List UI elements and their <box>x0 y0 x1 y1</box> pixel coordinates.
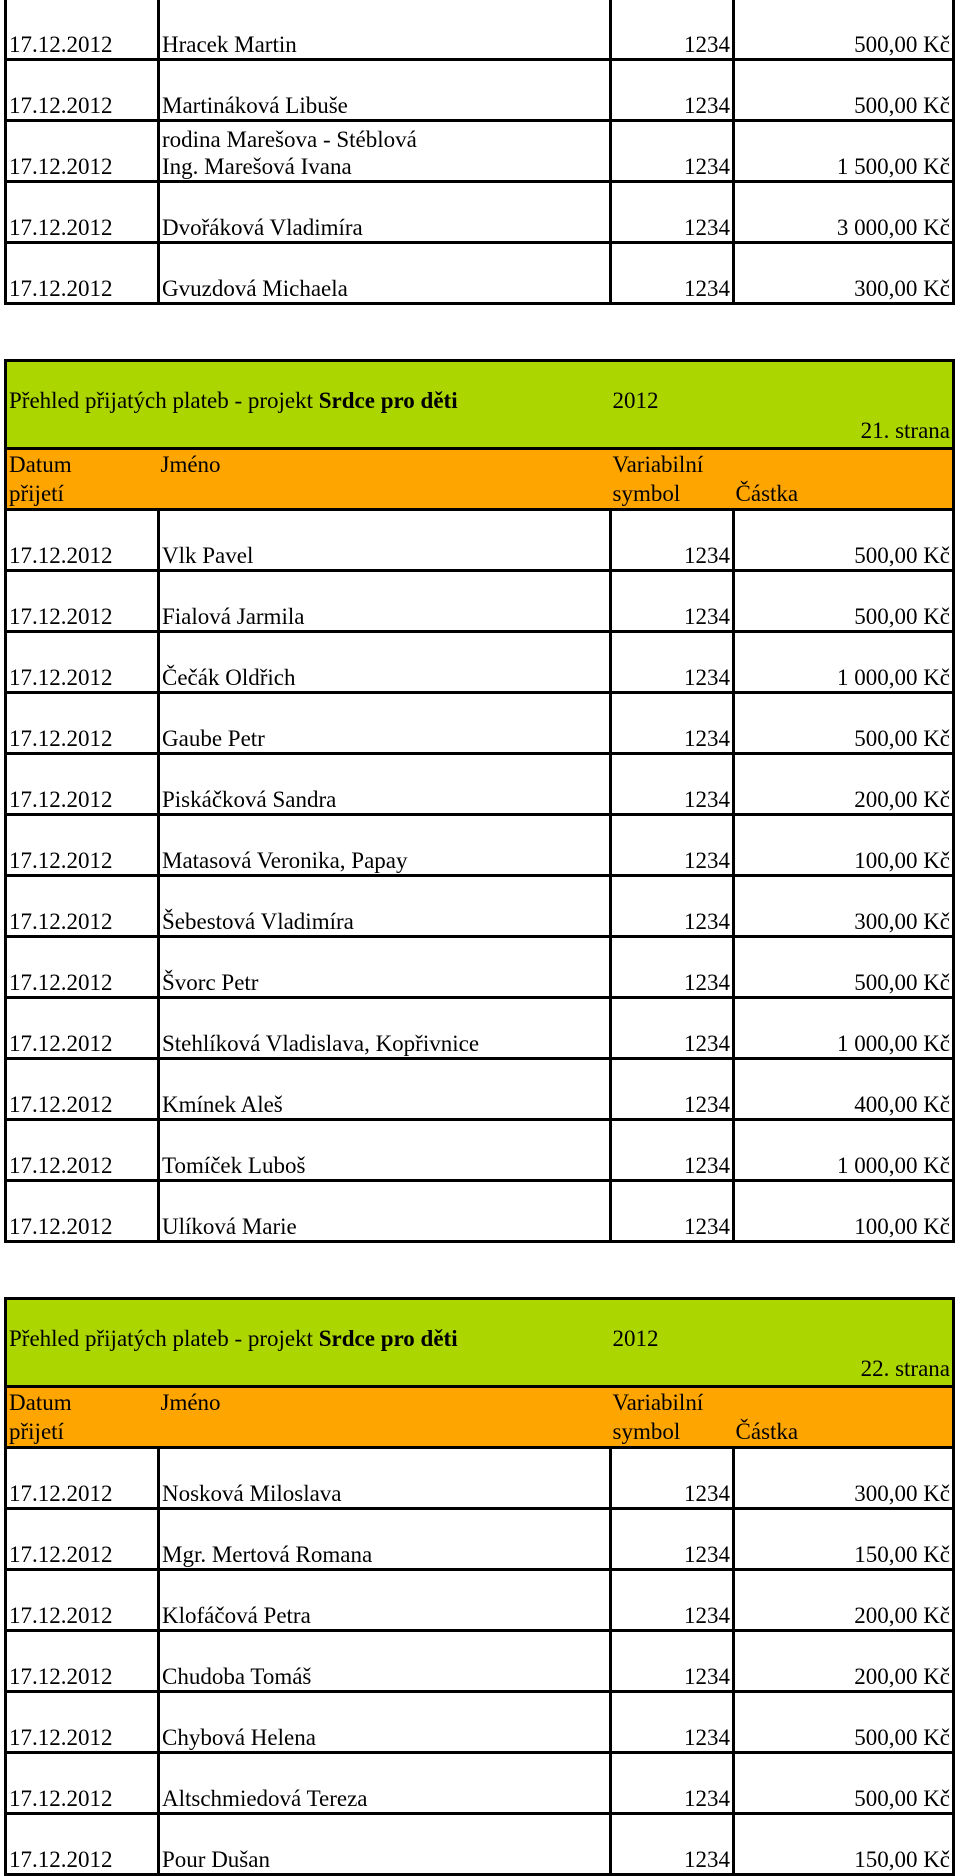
date-cell[interactable]: 17.12.2012 <box>6 1181 159 1242</box>
variable-symbol-cell[interactable]: 1234 <box>611 121 734 182</box>
amount-cell[interactable]: 1 000,00 Kč <box>734 1120 954 1181</box>
variable-symbol-cell[interactable]: 1234 <box>611 937 734 998</box>
header-row <box>6 1387 954 1448</box>
date-cell[interactable]: 17.12.2012 <box>6 510 159 571</box>
amount-cell[interactable]: 500,00 Kč <box>734 510 954 571</box>
amount-cell[interactable]: 1 000,00 Kč <box>734 632 954 693</box>
header-name[interactable] <box>159 449 611 510</box>
section-year[interactable] <box>611 361 734 449</box>
section-title[interactable] <box>6 361 611 449</box>
amount-cell[interactable]: 300,00 Kč <box>734 243 954 304</box>
date-cell[interactable]: 17.12.2012 <box>6 1631 159 1692</box>
name-cell[interactable]: Chudoba Tomáš <box>159 1631 611 1692</box>
name-cell[interactable]: Matasová Veronika, Papay <box>159 815 611 876</box>
header-row <box>6 449 954 510</box>
name-cell-line2: Ing. Marešová Ivana <box>162 154 352 179</box>
name-cell[interactable]: Tomíček Luboš <box>159 1120 611 1181</box>
table-row[interactable] <box>6 876 954 937</box>
page-number-cell[interactable] <box>734 1299 954 1387</box>
date-cell[interactable]: 17.12.2012 <box>6 937 159 998</box>
date-cell[interactable]: 17.12.2012 <box>6 1059 159 1120</box>
table-row[interactable] <box>6 1814 954 1875</box>
payments-section-21 <box>4 359 955 1243</box>
section-title-row <box>6 361 954 449</box>
amount-cell[interactable]: 500,00 Kč <box>734 571 954 632</box>
table-row[interactable] <box>6 1509 954 1570</box>
amount-cell[interactable]: 300,00 Kč <box>734 876 954 937</box>
date-cell[interactable]: 17.12.2012 <box>6 754 159 815</box>
table-row[interactable] <box>6 1692 954 1753</box>
date-cell[interactable]: 17.12.2012 <box>6 1753 159 1814</box>
amount-cell[interactable]: 400,00 Kč <box>734 1059 954 1120</box>
table-row[interactable] <box>6 182 954 243</box>
variable-symbol-cell[interactable]: 1234 <box>611 876 734 937</box>
name-cell[interactable]: Mgr. Mertová Romana <box>159 1509 611 1570</box>
date-cell[interactable]: 17.12.2012 <box>6 1692 159 1753</box>
name-cell[interactable]: Švorc Petr <box>159 937 611 998</box>
date-cell[interactable]: 17.12.2012 <box>6 0 159 60</box>
amount-cell[interactable]: 100,00 Kč <box>734 815 954 876</box>
amount-cell[interactable]: 300,00 Kč <box>734 1448 954 1509</box>
header-date-line2: přijetí <box>9 481 64 506</box>
table-row[interactable] <box>6 815 954 876</box>
name-cell[interactable]: Gaube Petr <box>159 693 611 754</box>
header-amount-label: Částka <box>735 1419 799 1444</box>
table-row[interactable] <box>6 632 954 693</box>
name-cell[interactable]: Piskáčková Sandra <box>159 754 611 815</box>
variable-symbol-cell[interactable]: 1234 <box>611 571 734 632</box>
page-number: 22. strana <box>860 1356 951 1381</box>
project-name: Srdce pro děti <box>318 388 458 413</box>
name-cell-line1: rodina Marešova - Stéblová <box>162 127 417 152</box>
name-cell[interactable]: Ulíková Marie <box>159 1181 611 1242</box>
variable-symbol-cell[interactable]: 1234 <box>611 754 734 815</box>
header-variable-symbol[interactable] <box>611 449 734 510</box>
header-date-line1: Datum <box>9 452 72 477</box>
table-row[interactable] <box>6 1059 954 1120</box>
name-cell[interactable]: Nosková Miloslava <box>159 1448 611 1509</box>
amount-cell[interactable]: 200,00 Kč <box>734 1570 954 1631</box>
header-amount[interactable] <box>734 1387 954 1448</box>
variable-symbol-cell[interactable]: 1234 <box>611 1753 734 1814</box>
variable-symbol-cell[interactable]: 1234 <box>611 510 734 571</box>
section-year[interactable] <box>611 1299 734 1387</box>
name-cell[interactable]: Dvořáková Vladimíra <box>159 182 611 243</box>
name-cell[interactable]: Kmínek Aleš <box>159 1059 611 1120</box>
date-cell[interactable]: 17.12.2012 <box>6 1814 159 1875</box>
table-row[interactable] <box>6 121 954 182</box>
header-amount-label: Částka <box>735 481 799 506</box>
page-number-cell[interactable] <box>734 361 954 449</box>
amount-cell[interactable]: 1 000,00 Kč <box>734 998 954 1059</box>
date-cell[interactable]: 17.12.2012 <box>6 815 159 876</box>
name-cell[interactable]: Hracek Martin <box>159 0 611 60</box>
variable-symbol-cell[interactable]: 1234 <box>611 693 734 754</box>
name-cell[interactable]: Altschmiedová Tereza <box>159 1753 611 1814</box>
header-name[interactable] <box>159 1387 611 1448</box>
name-cell[interactable] <box>159 121 611 182</box>
name-cell[interactable]: Chybová Helena <box>159 1692 611 1753</box>
table-row[interactable] <box>6 510 954 571</box>
table-row[interactable] <box>6 998 954 1059</box>
amount-cell[interactable]: 200,00 Kč <box>734 754 954 815</box>
section-title-prefix: Přehled přijatých plateb - projekt <box>9 1326 319 1351</box>
amount-cell[interactable]: 100,00 Kč <box>734 1181 954 1242</box>
variable-symbol-cell[interactable]: 1234 <box>611 1631 734 1692</box>
header-date-line2: přijetí <box>9 1419 64 1444</box>
section-title-row <box>6 1299 954 1387</box>
table-row[interactable] <box>6 754 954 815</box>
table-row[interactable] <box>6 1181 954 1242</box>
name-cell[interactable]: Pour Dušan <box>159 1814 611 1875</box>
table-row[interactable] <box>6 1753 954 1814</box>
table-row[interactable] <box>6 243 954 304</box>
date-cell[interactable]: 17.12.2012 <box>6 693 159 754</box>
variable-symbol-cell[interactable]: 1234 <box>611 60 734 121</box>
name-cell[interactable]: Šebestová Vladimíra <box>159 876 611 937</box>
project-name: Srdce pro děti <box>318 1326 458 1351</box>
name-cell[interactable]: Klofáčová Petra <box>159 1570 611 1631</box>
variable-symbol-cell[interactable]: 1234 <box>611 1692 734 1753</box>
date-cell[interactable]: 17.12.2012 <box>6 1509 159 1570</box>
name-cell[interactable]: Stehlíková Vladislava, Kopřivnice <box>159 998 611 1059</box>
date-cell[interactable]: 17.12.2012 <box>6 121 159 182</box>
date-cell[interactable]: 17.12.2012 <box>6 182 159 243</box>
variable-symbol-cell[interactable]: 1234 <box>611 1448 734 1509</box>
name-cell[interactable]: Gvuzdová Michaela <box>159 243 611 304</box>
table-row[interactable] <box>6 1448 954 1509</box>
table-row[interactable] <box>6 60 954 121</box>
amount-cell[interactable]: 500,00 Kč <box>734 60 954 121</box>
date-cell[interactable]: 17.12.2012 <box>6 1120 159 1181</box>
date-cell[interactable]: 17.12.2012 <box>6 632 159 693</box>
table-row[interactable] <box>6 1120 954 1181</box>
table-row[interactable] <box>6 0 954 60</box>
amount-cell[interactable]: 1 500,00 Kč <box>734 121 954 182</box>
amount-cell[interactable]: 500,00 Kč <box>734 693 954 754</box>
table-row[interactable] <box>6 1631 954 1692</box>
header-date[interactable] <box>6 449 159 510</box>
table-row[interactable] <box>6 937 954 998</box>
name-cell[interactable]: Vlk Pavel <box>159 510 611 571</box>
header-date-line1: Datum <box>9 1390 72 1415</box>
date-cell[interactable]: 17.12.2012 <box>6 60 159 121</box>
variable-symbol-cell[interactable]: 1234 <box>611 1570 734 1631</box>
variable-symbol-cell[interactable]: 1234 <box>611 0 734 60</box>
amount-cell[interactable]: 150,00 Kč <box>734 1814 954 1875</box>
date-cell[interactable]: 17.12.2012 <box>6 243 159 304</box>
section-title-prefix: Přehled přijatých plateb - projekt <box>9 388 319 413</box>
variable-symbol-cell[interactable]: 1234 <box>611 1814 734 1875</box>
date-cell[interactable]: 17.12.2012 <box>6 876 159 937</box>
amount-cell[interactable]: 200,00 Kč <box>734 1631 954 1692</box>
section-gap <box>4 305 952 359</box>
variable-symbol-cell[interactable]: 1234 <box>611 998 734 1059</box>
section-gap <box>4 1243 952 1297</box>
amount-cell[interactable]: 3 000,00 Kč <box>734 182 954 243</box>
variable-symbol-cell[interactable]: 1234 <box>611 1509 734 1570</box>
variable-symbol-cell[interactable]: 1234 <box>611 1181 734 1242</box>
variable-symbol-cell[interactable]: 1234 <box>611 182 734 243</box>
table-row[interactable] <box>6 693 954 754</box>
header-name-label: Jméno <box>160 452 221 477</box>
header-amount[interactable] <box>734 449 954 510</box>
amount-cell[interactable]: 500,00 Kč <box>734 0 954 60</box>
table-row[interactable] <box>6 571 954 632</box>
amount-cell[interactable]: 500,00 Kč <box>734 1692 954 1753</box>
date-cell[interactable]: 17.12.2012 <box>6 1570 159 1631</box>
variable-symbol-cell[interactable]: 1234 <box>611 1120 734 1181</box>
amount-cell[interactable]: 150,00 Kč <box>734 1509 954 1570</box>
variable-symbol-cell[interactable]: 1234 <box>611 1059 734 1120</box>
amount-cell[interactable]: 500,00 Kč <box>734 1753 954 1814</box>
header-name-label: Jméno <box>160 1390 221 1415</box>
header-vs-line1: Variabilní <box>612 1390 704 1415</box>
table-row[interactable] <box>6 1570 954 1631</box>
variable-symbol-cell[interactable]: 1234 <box>611 632 734 693</box>
header-vs-line2: symbol <box>612 1419 681 1444</box>
variable-symbol-cell[interactable]: 1234 <box>611 243 734 304</box>
header-vs-line1: Variabilní <box>612 452 704 477</box>
section-year-text: 2012 <box>612 388 659 413</box>
name-cell[interactable]: Čečák Oldřich <box>159 632 611 693</box>
date-cell[interactable]: 17.12.2012 <box>6 1448 159 1509</box>
section-year-text: 2012 <box>612 1326 659 1351</box>
payments-table <box>4 0 955 305</box>
section-title[interactable] <box>6 1299 611 1387</box>
name-cell[interactable]: Martináková Libuše <box>159 60 611 121</box>
date-cell[interactable]: 17.12.2012 <box>6 998 159 1059</box>
variable-symbol-cell[interactable]: 1234 <box>611 815 734 876</box>
payments-section-22 <box>4 1297 955 1876</box>
amount-cell[interactable]: 500,00 Kč <box>734 937 954 998</box>
header-date[interactable] <box>6 1387 159 1448</box>
header-variable-symbol[interactable] <box>611 1387 734 1448</box>
header-vs-line2: symbol <box>612 481 681 506</box>
spreadsheet-sheet <box>4 0 952 1876</box>
page-number: 21. strana <box>860 418 951 443</box>
name-cell[interactable]: Fialová Jarmila <box>159 571 611 632</box>
date-cell[interactable]: 17.12.2012 <box>6 571 159 632</box>
